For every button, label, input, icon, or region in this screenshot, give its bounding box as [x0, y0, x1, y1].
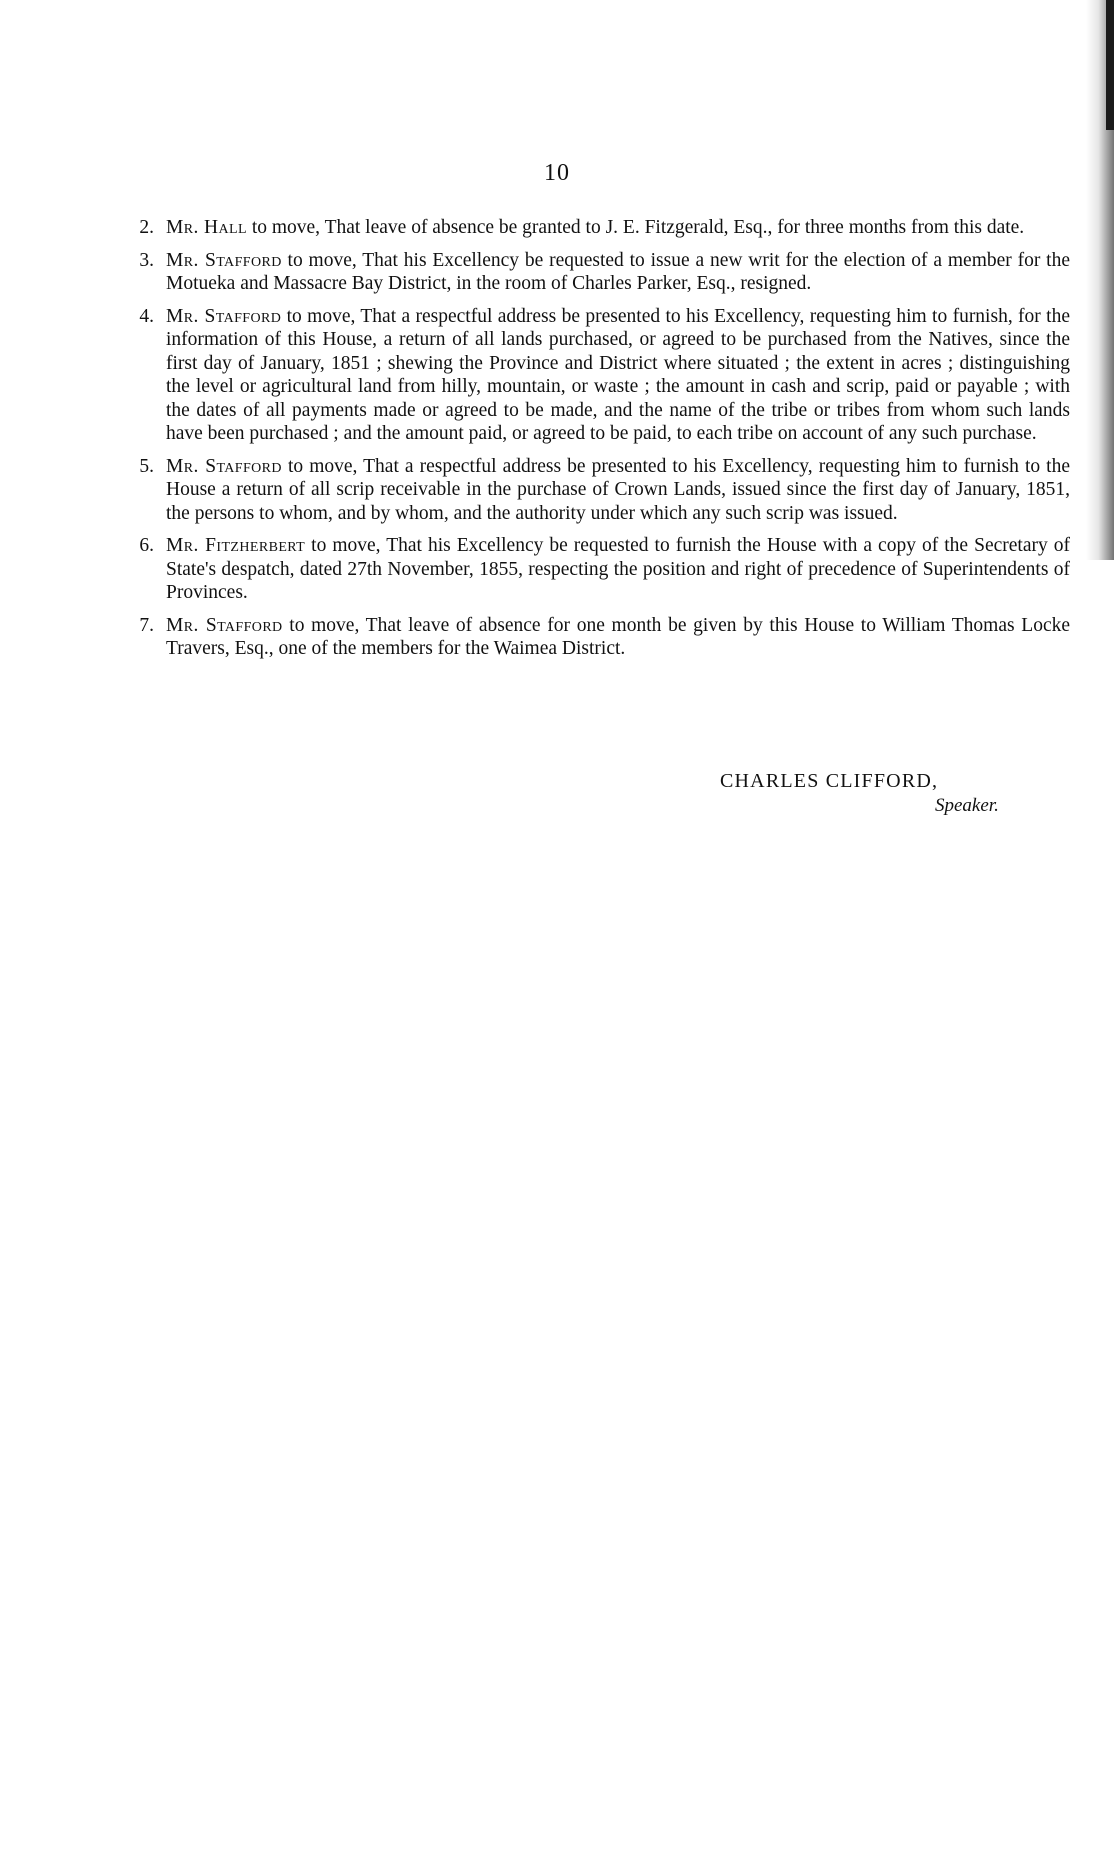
motions-list	[118, 216, 1070, 670]
motion-number: 4.	[139, 305, 154, 327]
motion-number: 5.	[139, 455, 154, 477]
motion-text: to move, That his Excellency be requested to furnish the House with a copy of the Secretary of State's despatch, dated 27th November, 1855, respecting the position and right of precedence of Superintendents of Provinces.	[166, 535, 1070, 603]
motion-mover: Mr. Stafford	[166, 249, 282, 271]
motion-item	[118, 614, 1070, 661]
motion-text: to move, That leave of absence for one month be given by this House to William Thomas Locke Travers, Esq., one of the members for the Waimea District.	[166, 614, 1070, 659]
motion-mover: Mr. Hall	[166, 217, 247, 238]
motion-item	[118, 534, 1070, 605]
motion-mover: Mr. Fitzherbert	[166, 535, 306, 556]
motion-number: 7.	[139, 614, 154, 636]
motion-mover: Mr. Stafford	[166, 305, 282, 327]
signature-name: CHARLES CLIFFORD,	[720, 770, 939, 792]
page-edge-shadow	[1086, 0, 1114, 560]
motion-text: to move, That a respectful address be presented to his Excellency, requesting him to furnish to the House a return of all scrip receivable in the purchase of Crown Lands, issued since the first day of January, 1851, the persons to whom, and by whom, and the authority under which any such scrip was issued.	[166, 455, 1070, 524]
motion-number: 2.	[139, 217, 154, 238]
motion-item	[118, 455, 1070, 526]
signature-block	[720, 768, 1050, 818]
motion-text: to move, That a respectful address be presented to his Excellency, requesting him to furnish, for the information of this House, a return of all lands purchased, or agreed to be purchased from the Natives, since the first day of January, 1851 ; shewing the Province and District where situated ; the extent in acres ; distinguishing the level or agricultural land from hilly, mountain, or waste ; the amount in cash and scrip, paid or payable ; with the dates of all payments made or agreed to be made, and the name of the tribe or tribes from whom such lands have been purchased ; and the amount paid, or agreed to be paid, to each tribe on account of any such purchase.	[166, 305, 1070, 444]
motion-mover: Mr. Stafford	[166, 614, 283, 636]
motion-item	[118, 249, 1070, 296]
motion-mover: Mr. Stafford	[166, 455, 282, 477]
motion-text: to move, That his Excellency be requested to issue a new writ for the election of a member for the Motueka and Massacre Bay District, in the room of Charles Parker, Esq., resigned.	[166, 249, 1070, 294]
signature-title: Speaker.	[935, 795, 999, 816]
page-number: 10	[544, 160, 570, 186]
motion-item	[118, 305, 1070, 446]
motion-number: 3.	[139, 249, 154, 271]
motion-item	[118, 216, 1070, 240]
motion-number: 6.	[139, 535, 154, 556]
motion-text: to move, That leave of absence be granted to J. E. Fitzgerald, Esq., for three months from this date.	[246, 217, 1025, 238]
